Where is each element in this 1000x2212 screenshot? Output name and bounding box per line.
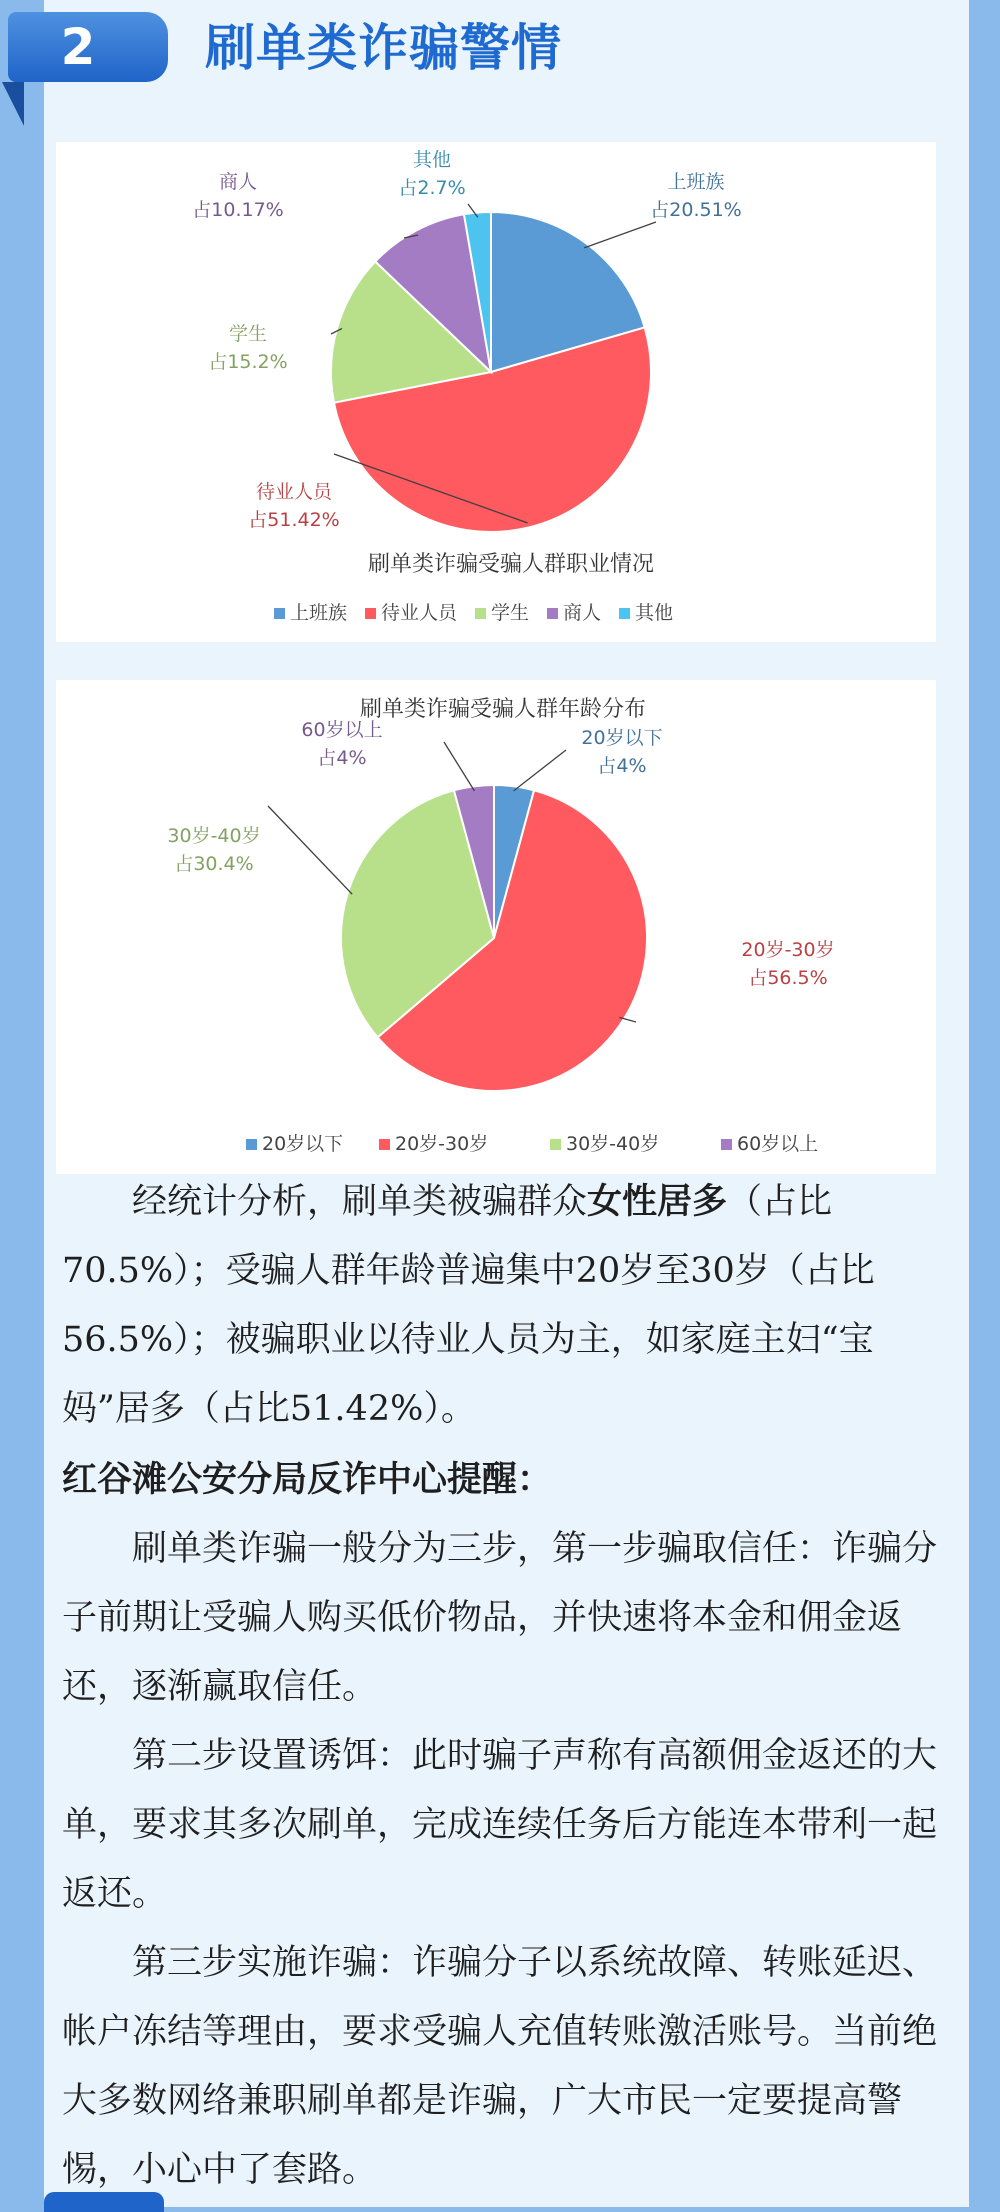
legend-swatch-0	[274, 608, 285, 619]
slice-label-1: 20岁-30岁	[741, 939, 835, 961]
slice-label-3: 60岁以上	[301, 719, 383, 741]
slice-percent-1: 占51.42%	[248, 509, 340, 531]
legend-swatch-2	[475, 608, 486, 619]
legend-swatch-1	[379, 1139, 390, 1150]
slice-label-3: 商人	[218, 171, 258, 193]
next-section-tab	[44, 2192, 164, 2212]
stats-text-after: （占比70.5%）；受骗人群年龄普遍集中20岁至30岁（占比56.5%）；被骗职业以待业人员为主，如家庭主妇“宝妈”居多（占比51.42%）。	[62, 1182, 875, 1429]
slice-label-0: 上班族	[667, 171, 725, 193]
chart-title: 刷单类诈骗受骗人群年龄分布	[359, 697, 647, 722]
slice-percent-2: 占30.4%	[174, 853, 254, 875]
slice-percent-0: 占20.51%	[650, 199, 742, 221]
legend-swatch-4	[619, 608, 630, 619]
article-paragraph-step1: 刷单类诈骗一般分为三步，第一步骗取信任：诈骗分子前期让受骗人购买低价物品，并快速将本金和佣金返还，逐渐赢取信任。	[62, 1529, 938, 1707]
slice-percent-3: 占4%	[317, 747, 367, 769]
leader-line-0	[584, 222, 656, 248]
leader-line-2	[268, 806, 352, 894]
slice-percent-3: 占10.17%	[192, 199, 284, 221]
legend-label-1: 待业人员	[381, 602, 458, 624]
occupation-pie-chart	[56, 142, 936, 642]
stats-highlight: 女性居多	[587, 1182, 728, 1222]
reminder-heading: 红谷滩公安分局反诈中心提醒：	[62, 1460, 553, 1500]
slice-label-2: 学生	[228, 323, 268, 345]
legend-label-1: 20岁-30岁	[395, 1133, 489, 1155]
section-header	[8, 12, 168, 82]
slice-label-2: 30岁-40岁	[167, 825, 261, 847]
legend-swatch-3	[721, 1139, 732, 1150]
legend-label-2: 30岁-40岁	[566, 1133, 660, 1155]
age-pie-chart	[56, 680, 936, 1174]
section-number: 2	[60, 18, 96, 76]
age-pie-chart-card	[56, 680, 936, 1174]
slice-label-4: 其他	[412, 149, 452, 171]
article-body	[62, 1168, 942, 2205]
slice-percent-0: 占4%	[597, 755, 647, 777]
slice-label-1: 待业人员	[255, 481, 333, 503]
article-paragraph-step3: 第三步实施诈骗：诈骗分子以系统故障、转账延迟、帐户冻结等理由，要求受骗人充值转账激活账号。当前绝大多数网络兼职刷单都是诈骗，广大市民一定要提高警惕，小心中了套路。	[62, 1943, 938, 2190]
legend-swatch-1	[365, 608, 376, 619]
legend-label-2: 学生	[491, 602, 530, 624]
legend-label-0: 上班族	[290, 602, 348, 624]
legend-swatch-3	[547, 608, 558, 619]
article-paragraph-stats	[62, 1168, 942, 1444]
legend-swatch-0	[246, 1139, 257, 1150]
section-title: 刷单类诈骗警情	[205, 19, 562, 77]
legend-swatch-2	[550, 1139, 561, 1150]
legend-label-3: 商人	[563, 602, 602, 624]
article-paragraph-step2: 第二步设置诱饵：此时骗子声称有高额佣金返还的大单，要求其多次刷单，完成连续任务后方能连本带利一起返还。	[62, 1736, 938, 1914]
slice-percent-2: 占15.2%	[208, 351, 288, 373]
leader-line-0	[514, 750, 566, 791]
legend-label-0: 20岁以下	[262, 1133, 344, 1155]
slice-percent-1: 占56.5%	[748, 967, 828, 989]
occupation-pie-chart-card	[56, 142, 936, 642]
stats-text-before: 经统计分析，刷单类被骗群众	[132, 1182, 588, 1222]
legend-label-4: 其他	[635, 602, 674, 624]
slice-label-0: 20岁以下	[581, 727, 663, 749]
leader-line-3	[444, 742, 474, 791]
section-number-badge	[8, 12, 168, 82]
legend-label-3: 60岁以上	[737, 1133, 819, 1155]
slice-percent-4: 占2.7%	[398, 177, 466, 199]
chart-title: 刷单类诈骗受骗人群职业情况	[367, 552, 655, 577]
badge-fold-decoration	[2, 82, 24, 126]
